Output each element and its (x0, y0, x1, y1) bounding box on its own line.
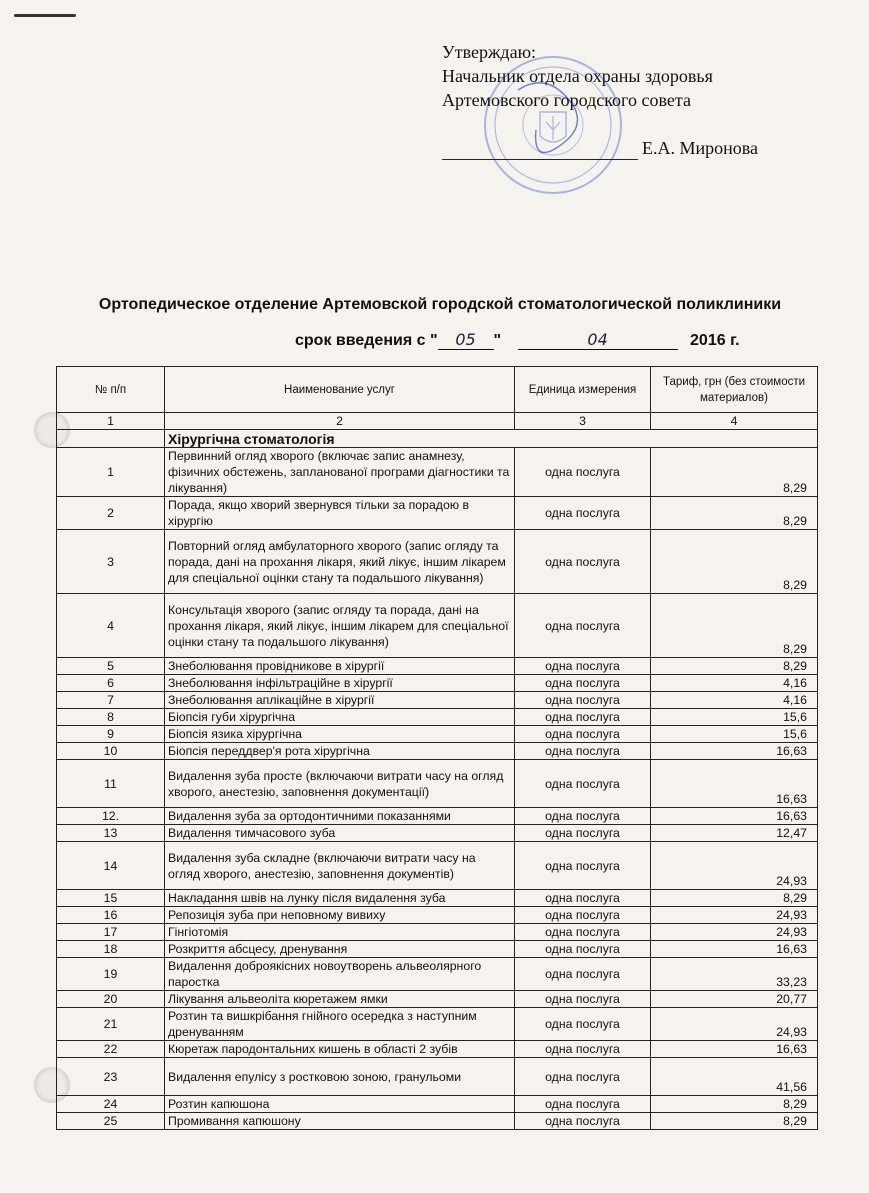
tariff-value: 8,29 (651, 497, 818, 530)
unit-of-measure: одна послуга (515, 1096, 651, 1113)
tariff-value: 33,23 (651, 958, 818, 991)
unit-of-measure: одна послуга (515, 692, 651, 709)
unit-of-measure: одна послуга (515, 907, 651, 924)
row-number: 14 (57, 842, 165, 890)
table-row (57, 1096, 818, 1113)
table-row (57, 760, 818, 808)
unit-of-measure: одна послуга (515, 924, 651, 941)
unit-of-measure: одна послуга (515, 958, 651, 991)
row-number: 4 (57, 594, 165, 658)
tariff-value: 12,47 (651, 825, 818, 842)
tariff-value: 4,16 (651, 675, 818, 692)
signature-row (442, 136, 758, 160)
service-name: Видалення доброякісних новоутворень альвеолярного паростка (165, 958, 515, 991)
row-number: 11 (57, 760, 165, 808)
approval-block (442, 40, 758, 160)
table-row (57, 907, 818, 924)
table-row (57, 530, 818, 594)
row-number: 10 (57, 743, 165, 760)
service-name: Видалення зуба за ортодонтичними показаннями (165, 808, 515, 825)
tariff-value: 8,29 (651, 594, 818, 658)
unit-of-measure: одна послуга (515, 530, 651, 594)
table-row (57, 1008, 818, 1041)
tariff-value: 8,29 (651, 1096, 818, 1113)
unit-of-measure: одна послуга (515, 991, 651, 1008)
tariff-value: 16,63 (651, 941, 818, 958)
service-name: Первинний огляд хворого (включає запис анамнезу, фізичних обстежень, запланованої програми діагностики та лікування) (165, 448, 515, 497)
unit-of-measure: одна послуга (515, 726, 651, 743)
row-number: 15 (57, 890, 165, 907)
service-name: Репозиція зуба при неповному вивиху (165, 907, 515, 924)
row-number: 8 (57, 709, 165, 726)
service-name: Видалення зуба просте (включаючи витрати часу на огляд хворого, анестезію, заповнення документації) (165, 760, 515, 808)
approval-position: Начальник отдела охраны здоровья (442, 66, 713, 86)
row-number: 2 (57, 497, 165, 530)
unit-of-measure: одна послуга (515, 709, 651, 726)
service-name: Біопсія переддвер'я рота хірургічна (165, 743, 515, 760)
tariff-value: 8,29 (651, 530, 818, 594)
row-number: 25 (57, 1113, 165, 1130)
row-number: 21 (57, 1008, 165, 1041)
tariff-value: 15,6 (651, 709, 818, 726)
price-table (56, 366, 818, 1130)
header-tariff: Тариф, грн (без стоимости материалов) (651, 367, 818, 413)
effective-date (295, 330, 740, 350)
service-name: Видалення епулісу з ростковою зоною, гранульоми (165, 1058, 515, 1096)
row-number: 3 (57, 530, 165, 594)
service-name: Повторний огляд амбулаторного хворого (запис огляду та порада, дані на прохання лікаря, який лікує, іншим лікарем для спеціальної оцінки стану та подальшого лікування) (165, 530, 515, 594)
row-number: 5 (57, 658, 165, 675)
unit-of-measure: одна послуга (515, 941, 651, 958)
service-name: Лікування альвеоліта кюретажем ямки (165, 991, 515, 1008)
table-row (57, 842, 818, 890)
unit-of-measure: одна послуга (515, 448, 651, 497)
service-name: Накладання швів на лунку після видалення зуба (165, 890, 515, 907)
table-row (57, 743, 818, 760)
unit-of-measure: одна послуга (515, 1058, 651, 1096)
table-row (57, 941, 818, 958)
service-name: Розтин капюшона (165, 1096, 515, 1113)
row-number: 19 (57, 958, 165, 991)
tariff-value: 16,63 (651, 808, 818, 825)
tariff-value: 15,6 (651, 726, 818, 743)
date-separator: " (493, 332, 502, 349)
unit-of-measure: одна послуга (515, 658, 651, 675)
signatory-name: Е.А. Миронова (642, 138, 759, 158)
service-name: Видалення зуба складне (включаючи витрати часу на огляд хворого, анестезію, заповнення документів) (165, 842, 515, 890)
service-name: Знеболювання аплікаційне в хірургії (165, 692, 515, 709)
service-name: Розтин та вишкрібання гнійного осередка з наступним дренуванням (165, 1008, 515, 1041)
table-row (57, 825, 818, 842)
approval-organization: Артемовского городского совета (442, 90, 691, 110)
date-year: 2016 г. (690, 332, 740, 349)
row-number: 1 (57, 448, 165, 497)
tariff-value: 16,63 (651, 760, 818, 808)
column-index-row (57, 413, 818, 430)
unit-of-measure: одна послуга (515, 890, 651, 907)
row-number: 12. (57, 808, 165, 825)
unit-of-measure: одна послуга (515, 497, 651, 530)
tariff-value: 24,93 (651, 924, 818, 941)
scan-mark (14, 14, 76, 17)
table-row (57, 709, 818, 726)
table-row (57, 726, 818, 743)
tariff-value: 4,16 (651, 692, 818, 709)
tariff-value: 8,29 (651, 890, 818, 907)
table-row (57, 808, 818, 825)
signature-line (442, 159, 638, 160)
index-cell: 2 (165, 413, 515, 430)
tariff-value: 24,93 (651, 842, 818, 890)
service-name: Порада, якщо хворий звернувся тільки за порадою в хірургію (165, 497, 515, 530)
service-name: Гінгіотомія (165, 924, 515, 941)
date-month: 04 (518, 330, 678, 350)
row-number: 6 (57, 675, 165, 692)
section-title: Хірургічна стоматологія (165, 430, 818, 448)
unit-of-measure: одна послуга (515, 760, 651, 808)
unit-of-measure: одна послуга (515, 594, 651, 658)
table-row (57, 497, 818, 530)
row-number: 22 (57, 1041, 165, 1058)
approval-heading: Утверждаю: (442, 42, 537, 62)
unit-of-measure: одна послуга (515, 842, 651, 890)
service-name: Знеболювання провідникове в хірургії (165, 658, 515, 675)
table-row (57, 658, 818, 675)
table-row (57, 1041, 818, 1058)
unit-of-measure: одна послуга (515, 743, 651, 760)
index-cell: 1 (57, 413, 165, 430)
row-number: 17 (57, 924, 165, 941)
date-day: 05 (438, 330, 494, 350)
index-cell: 4 (651, 413, 818, 430)
row-number: 24 (57, 1096, 165, 1113)
service-name: Біопсія язика хірургічна (165, 726, 515, 743)
service-name: Видалення тимчасового зуба (165, 825, 515, 842)
document-title: Ортопедическое отделение Артемовской городской стоматологической поликлиники (98, 296, 782, 313)
table-row (57, 594, 818, 658)
table-row (57, 1113, 818, 1130)
table-row (57, 675, 818, 692)
row-number: 16 (57, 907, 165, 924)
row-number: 9 (57, 726, 165, 743)
row-number: 23 (57, 1058, 165, 1096)
header-number: № п/п (57, 367, 165, 413)
service-name: Кюретаж пародонтальних кишень в області 2 зубів (165, 1041, 515, 1058)
unit-of-measure: одна послуга (515, 1041, 651, 1058)
tariff-value: 20,77 (651, 991, 818, 1008)
unit-of-measure: одна послуга (515, 1113, 651, 1130)
service-name: Біопсія губи хірургічна (165, 709, 515, 726)
unit-of-measure: одна послуга (515, 808, 651, 825)
tariff-value: 41,56 (651, 1058, 818, 1096)
tariff-value: 8,29 (651, 448, 818, 497)
row-number: 18 (57, 941, 165, 958)
tariff-value: 8,29 (651, 658, 818, 675)
row-number: 13 (57, 825, 165, 842)
unit-of-measure: одна послуга (515, 1008, 651, 1041)
table-row (57, 924, 818, 941)
tariff-value: 8,29 (651, 1113, 818, 1130)
index-cell: 3 (515, 413, 651, 430)
row-number: 20 (57, 991, 165, 1008)
tariff-value: 24,93 (651, 907, 818, 924)
table-row (57, 448, 818, 497)
table-row (57, 991, 818, 1008)
table-row (57, 692, 818, 709)
unit-of-measure: одна послуга (515, 675, 651, 692)
service-name: Розкриття абсцесу, дренування (165, 941, 515, 958)
table-header-row (57, 367, 818, 413)
table-row (57, 1058, 818, 1096)
section-empty-cell (57, 430, 165, 448)
service-name: Знеболювання інфільтраційне в хірургії (165, 675, 515, 692)
row-number: 7 (57, 692, 165, 709)
unit-of-measure: одна послуга (515, 825, 651, 842)
tariff-value: 24,93 (651, 1008, 818, 1041)
table-row (57, 890, 818, 907)
table-row (57, 958, 818, 991)
header-unit: Единица измерения (515, 367, 651, 413)
service-name: Консультація хворого (запис огляду та порада, дані на прохання лікаря, який лікує, іншим лікарем для спеціальної оцінки стану та подальшого лікування) (165, 594, 515, 658)
service-name: Промивання капюшону (165, 1113, 515, 1130)
header-service-name: Наименование услуг (165, 367, 515, 413)
date-prefix: срок введения с " (295, 332, 438, 349)
tariff-value: 16,63 (651, 1041, 818, 1058)
tariff-value: 16,63 (651, 743, 818, 760)
section-row (57, 430, 818, 448)
